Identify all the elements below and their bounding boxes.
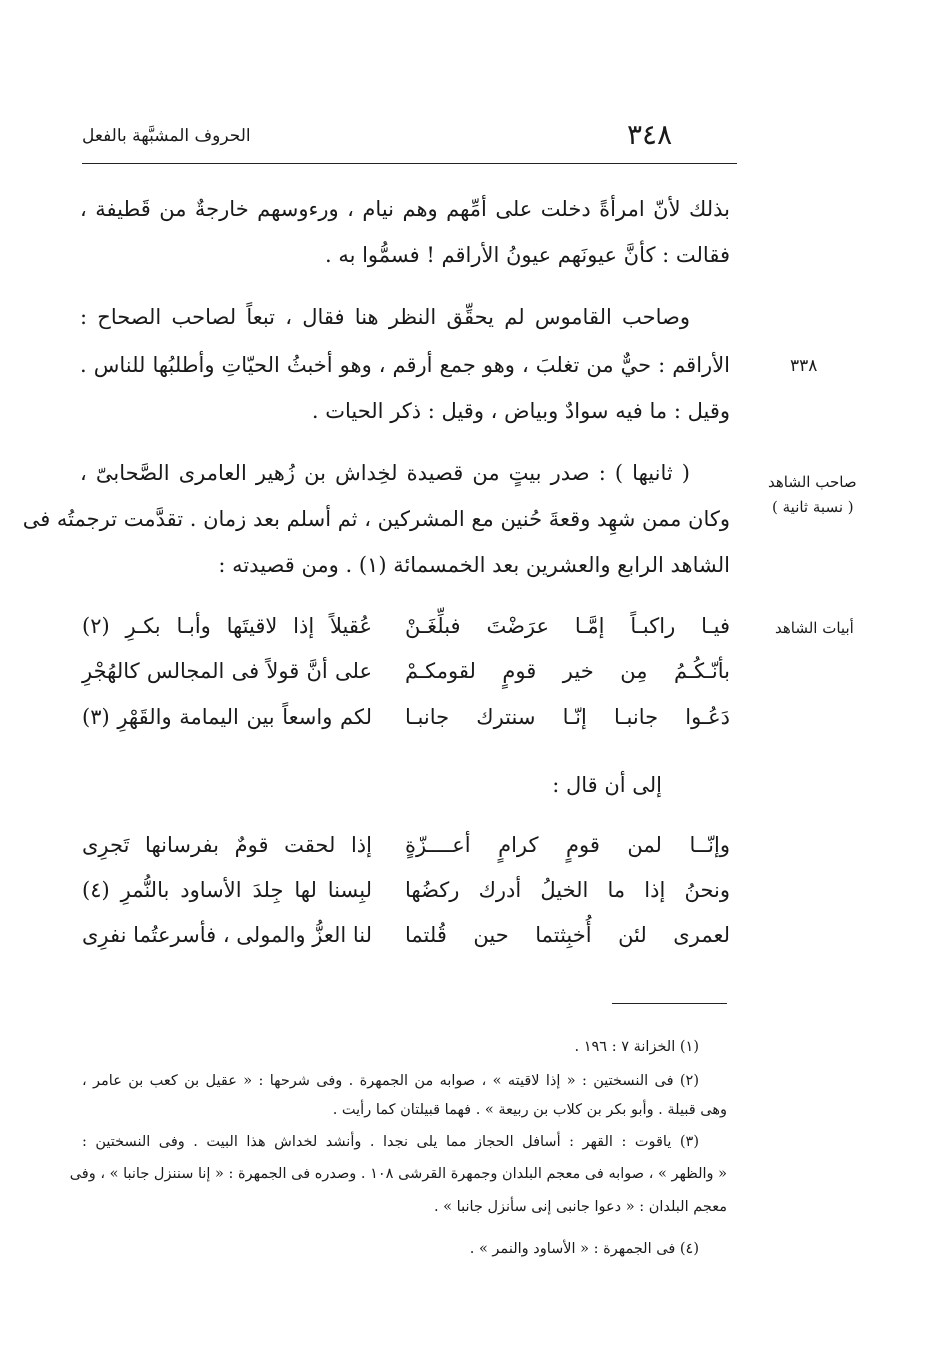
paragraph-line: الشاهد الرابع والعشرين بعد الخمسمائة (١) . ومن قصيدته :	[218, 553, 730, 577]
verse-hemistich-left: لنا العزُّ والمولى ، فأسرعتُما نفرِى	[81, 923, 372, 947]
paragraph-line: الأراقم : حيٌّ من تغلبَ ، وهو جمع أرقم ، وهو أخبثُ الحيّاتِ وأطلبُها للناس .	[80, 353, 730, 377]
paragraph-line: وقيل : ما فيه سوادٌ وبياض ، وقيل : ذكر الحيات .	[311, 399, 730, 423]
footnote-rule	[612, 1003, 727, 1004]
margin-nisba: ( نسبة ثانية )	[772, 498, 854, 516]
paragraph-line: فقالت : كأنَّ عيونَهم عيونُ الأراقم ! فسمُّوا به .	[324, 243, 730, 267]
footnote-4: (٤) فى الجمهرة : « الأساود والنمر » .	[469, 1241, 699, 1257]
paragraph-line: ( ثانيها ) : صدر بيتٍ من قصيدة لخِداش بن زُهير العامرى الصَّحابىّ ،	[80, 461, 690, 485]
footnote-2-line: وهى قبيلة . وأبو بكر بن كلاب بن ربيعة » . فهما قبيلتان كما رأيت .	[332, 1102, 727, 1118]
margin-sahib-shahid: صاحب الشاهد	[768, 473, 857, 491]
verse-hemistich-right: فيـا راكبـاً إمَّـا عرَضْتَ فبلِّغَـنْ	[405, 614, 730, 638]
verse-hemistich-right: ونحنُ إذا ما الخيلُ أدرك ركضُها	[405, 878, 730, 902]
verse-hemistich-left: على أنَّ قولاً فى المجالس كالهُجْرِ	[82, 659, 372, 683]
verse-hemistich-right: لعمرى لئن أُخبِثتما حين قُلتما	[405, 923, 730, 947]
header-rule	[82, 163, 737, 164]
paragraph-line: وصاحب القاموس لم يحقِّق النظر هنا فقال ، تبعاً لصاحب الصحاح :	[80, 305, 691, 329]
page-number: ٣٤٨	[627, 118, 673, 151]
footnote-3-line: (٣) ياقوت : القهر : أسافل الحجاز مما يلى نجدا . وأنشد لخداش هذا البيت . وفى النسختين :	[82, 1134, 699, 1150]
verse-hemistich-right: وإنّــا لمن قومٍ كرامٍ أعــــزّةٍ	[405, 833, 730, 857]
footnote-2-line: (٢) فى النسختين : « إذا لاقيته » ، صوابه من الجمهرة . وفى شرحها : « عقيل بن كعب بن عامر ،	[82, 1073, 699, 1089]
footnote-3-line: « والظهر » ، صوابه فى معجم البلدان وجمهرة القرشى ١٠٨ . وصدره فى الجمهرة : « إنا سننزل جانبا » ، وفى	[69, 1166, 727, 1182]
running-title: الحروف المشبَّهة بالفعل	[82, 126, 251, 146]
verse-hemistich-left: عُقيلاً إذا لاقيتَها وأبـا بكـرِ (٢)	[82, 614, 372, 638]
verse-hemistich-right: بأنّـكُـمُ مِن خير قومٍ لقومكـمْ	[405, 659, 730, 683]
verse-hemistich-left: إذا لحقت قومٌ بفرسانها تَجرِى	[82, 833, 372, 857]
margin-abyat: أبيات الشاهد	[775, 619, 854, 637]
verse-hemistich-left: لبِسنا لها جِلدَ الأساود بالنُّمرِ (٤)	[82, 878, 372, 902]
transition-line: إلى أن قال :	[552, 773, 662, 797]
verse-hemistich-left: لكم واسعاً بين اليمامة والقَهْرِ (٣)	[82, 705, 372, 729]
verse-hemistich-right: دَعُـوا جانبـا إنّـا سنترك جانبـا	[405, 705, 730, 729]
paragraph-line: بذلك لأنّ امرأةً دخلت على أمِّهم وهم نيام ، ورءوسهم خارجةٌ من قَطيفة ،	[80, 197, 730, 221]
footnote-1: (١) الخزانة ٧ : ١٩٦ .	[574, 1039, 699, 1055]
margin-number-338: ٣٣٨	[790, 356, 818, 376]
footnote-3-line: معجم البلدان : « دعوا جانبى إنى سأنزل جانبا » .	[433, 1199, 727, 1215]
paragraph-line: وكان ممن شهِد وقعةَ حُنين مع المشركين ، ثم أسلم بعد زمان . تقدَّمت ترجمتُه فى	[22, 507, 730, 531]
